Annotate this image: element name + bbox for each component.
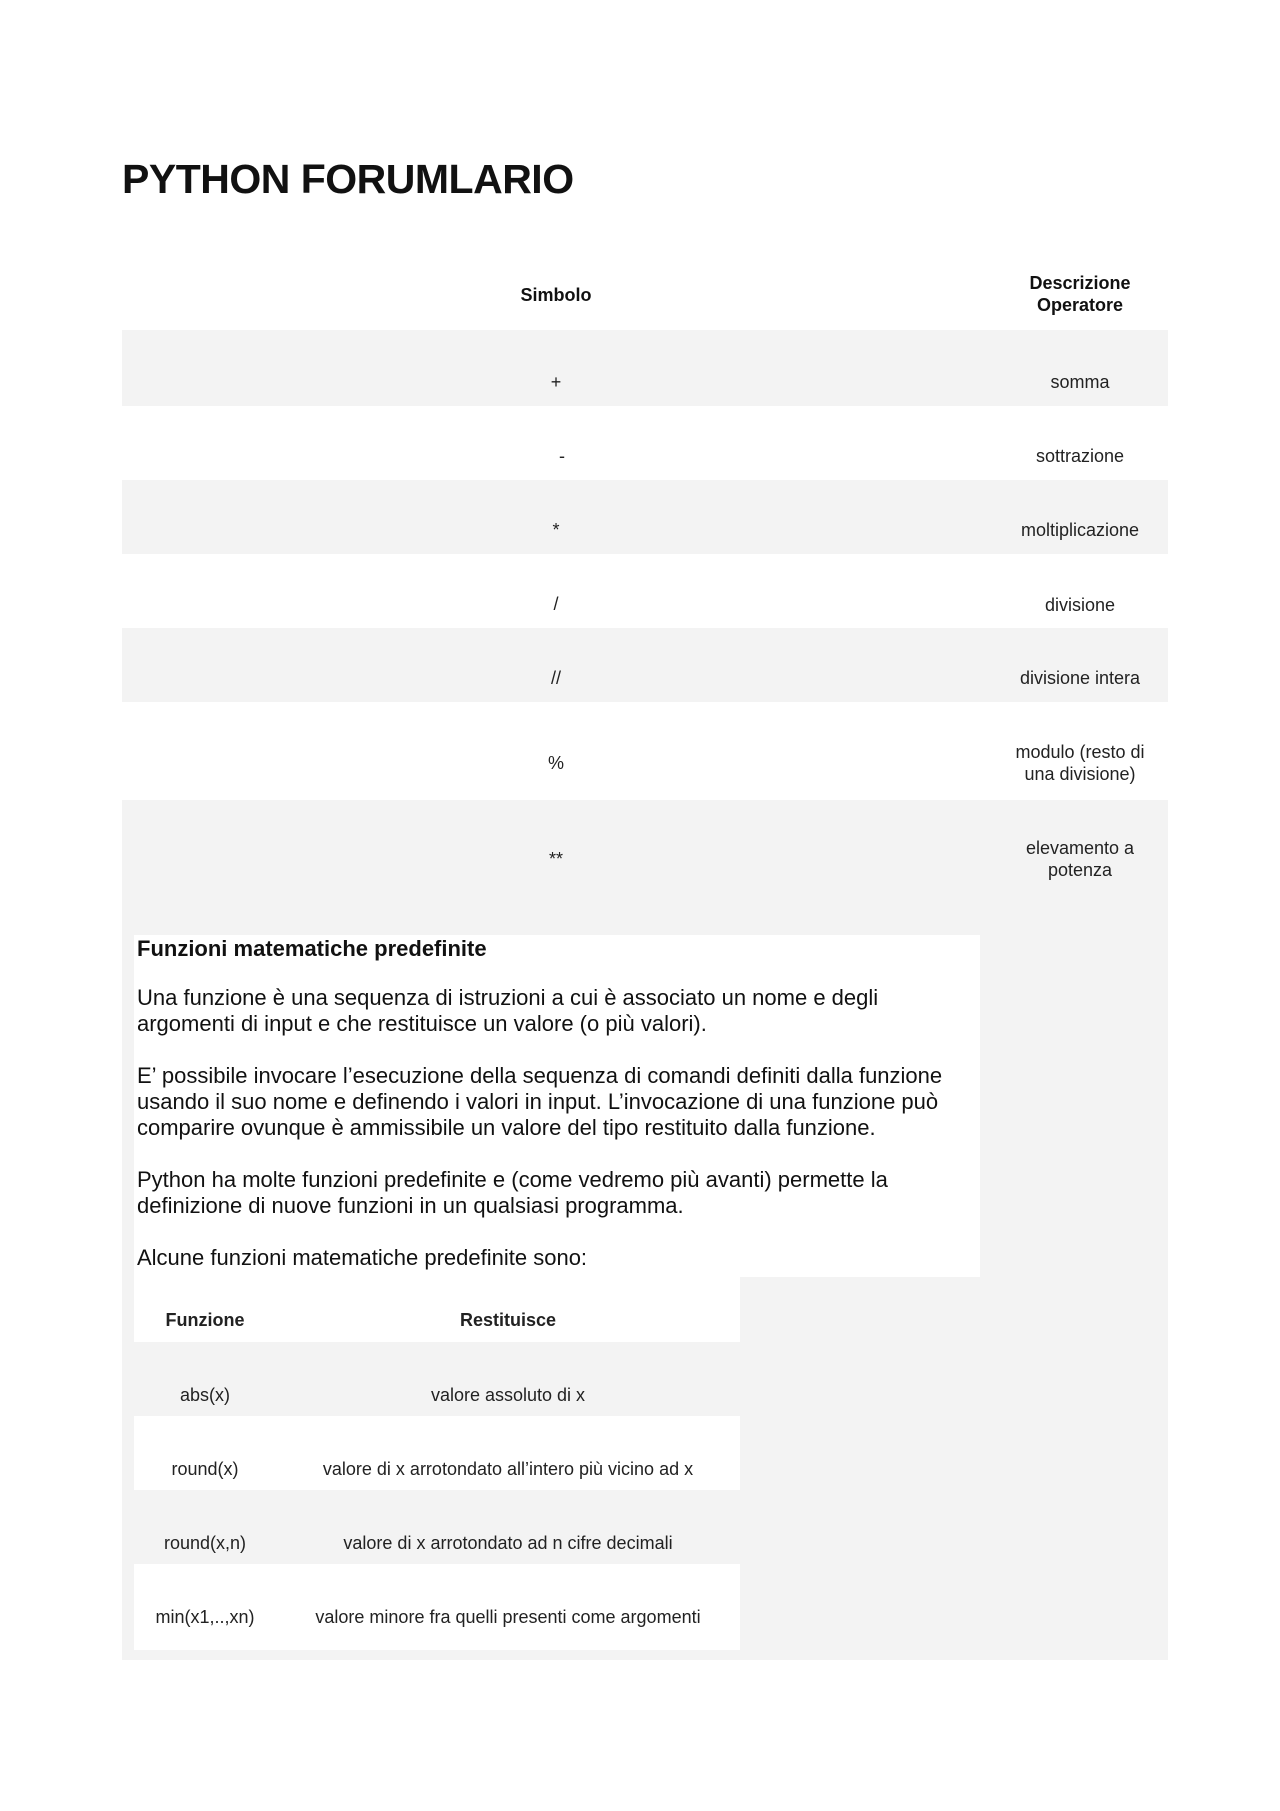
operator-description: divisione intera [1019,668,1141,688]
function-returns: valore minore fra quelli presenti come argomenti [315,1607,701,1627]
page-title: PYTHON FORUMLARIO [122,156,574,202]
operator-symbol: + [550,372,562,392]
operators-header-symbol: Simbolo [520,285,592,305]
functions-header-returns: Restituisce [459,1310,557,1330]
operator-description: elevamento a potenza [1025,838,1135,880]
operator-symbol: ** [548,849,563,869]
operator-description: divisione [1044,595,1116,615]
function-name: round(x,n) [163,1533,247,1553]
paragraph: Python ha molte funzioni predefinite e (come vedremo più avanti) permette la definizione di nuove funzioni in un qualsiasi programma. [137,1167,888,1218]
function-name: round(x) [171,1459,239,1479]
table-row-stripe [122,554,1168,628]
operator-symbol: / [553,594,559,614]
table-row-stripe [122,406,1168,480]
operator-description: modulo (resto di una divisione) [1015,742,1145,784]
function-returns: valore di x arrotondato ad n cifre decimali [343,1533,673,1553]
operator-symbol: * [552,520,560,540]
operators-header-description: Descrizione Operatore [1029,273,1131,315]
functions-header-function: Funzione [165,1310,245,1330]
operator-description: moltiplicazione [1020,520,1140,540]
paragraph: Alcune funzioni matematiche predefinite sono: [137,1245,588,1270]
paragraph: E’ possibile invocare l’esecuzione della sequenza di comandi definiti dalla funzione usando il suo nome e definendo i valori in input. L’invocazione di una funzione può comparire ovunque è ammissibile un valore del tipo restituito dalla funzione. [137,1063,943,1140]
operator-symbol: - [559,446,565,466]
section-heading: Funzioni matematiche predefinite [137,936,487,961]
function-returns: valore di x arrotondato all’intero più vicino ad x [322,1459,694,1479]
operator-symbol: // [550,668,561,688]
operator-description: somma [1050,372,1110,392]
operator-description: sottrazione [1035,446,1125,466]
paragraph: Una funzione è una sequenza di istruzioni a cui è associato un nome e degli argomenti di input e che restituisce un valore (o più valori). [137,985,879,1036]
function-name: min(x1,..,xn) [155,1607,255,1627]
function-name: abs(x) [179,1385,230,1405]
function-returns: valore assoluto di x [430,1385,586,1405]
operator-symbol: % [547,753,564,773]
